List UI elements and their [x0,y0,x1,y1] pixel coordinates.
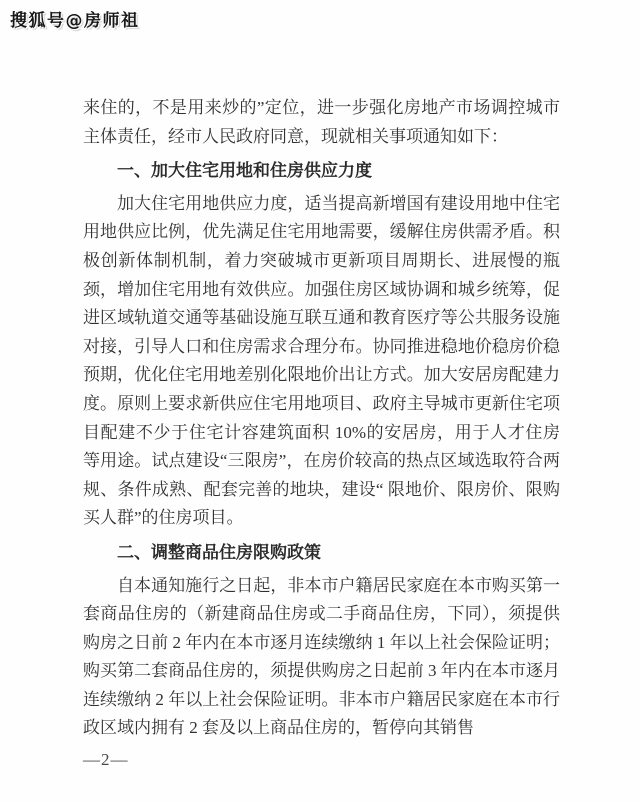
section-2-heading: 二、调整商品住房限购政策 [117,542,321,563]
sohu-watermark: 搜狐号@房师祖 [10,11,140,31]
section-1-paragraph: 加大住宅用地供应力度，适当提高新增国有建设用地中住宅用地供应比例，优先满足住宅用地需要，缓解住房供需矛盾。积极创新体制机制，着力突破城市更新项目周期长、进展慢的瓶颈，增加住宅用地有效供应。加强住房区域协调和城乡统筹，促进区域轨道交通等基础设施互联互通和教育医疗等公共服务设施对接，引导人口和住房需求合理分布。协同推进稳地价稳房价稳预期，优化住宅用地差别化限地价出让方式。加大安居房配建力度。原则上要求新供应住宅用地项目、政府主导城市更新住宅项目配建不少于住宅计容建筑面积 10%的安居房，用于人才住房等用途。试点建设“三限房”，在房价较高的热点区域选取符合两规、条件成熟、配套完善的地块，建设“ 限地价、限房价、限购买人群”的住房项目。 [83,193,560,528]
document-text-block [83,94,560,775]
intro-continuation-paragraph: 来住的，不是用来炒的”定位，进一步强化房地产市场调控城市主体责任，经市人民政府同意，现就相关事项通知如下： [83,98,560,146]
section-2-paragraph: 自本通知施行之日起，非本市户籍居民家庭在本市购买第一套商品住房的（新建商品住房或二手商品住房，下同），须提供购房之日前 2 年内在本市逐月连续缴纳 1 年以上社会保险证明；购买第二套商品住房的，须提供购房之日起前 3 年内在本市逐月连续缴纳 2 年以上社会保险证明。非本市户籍居民家庭在本市行政区域内拥有 2 套及以上商品住房的，暂停向其销售 [83,575,560,738]
section-1-heading: 一、加大住宅用地和住房供应力度 [117,161,372,182]
page-number: —2— [83,750,129,770]
